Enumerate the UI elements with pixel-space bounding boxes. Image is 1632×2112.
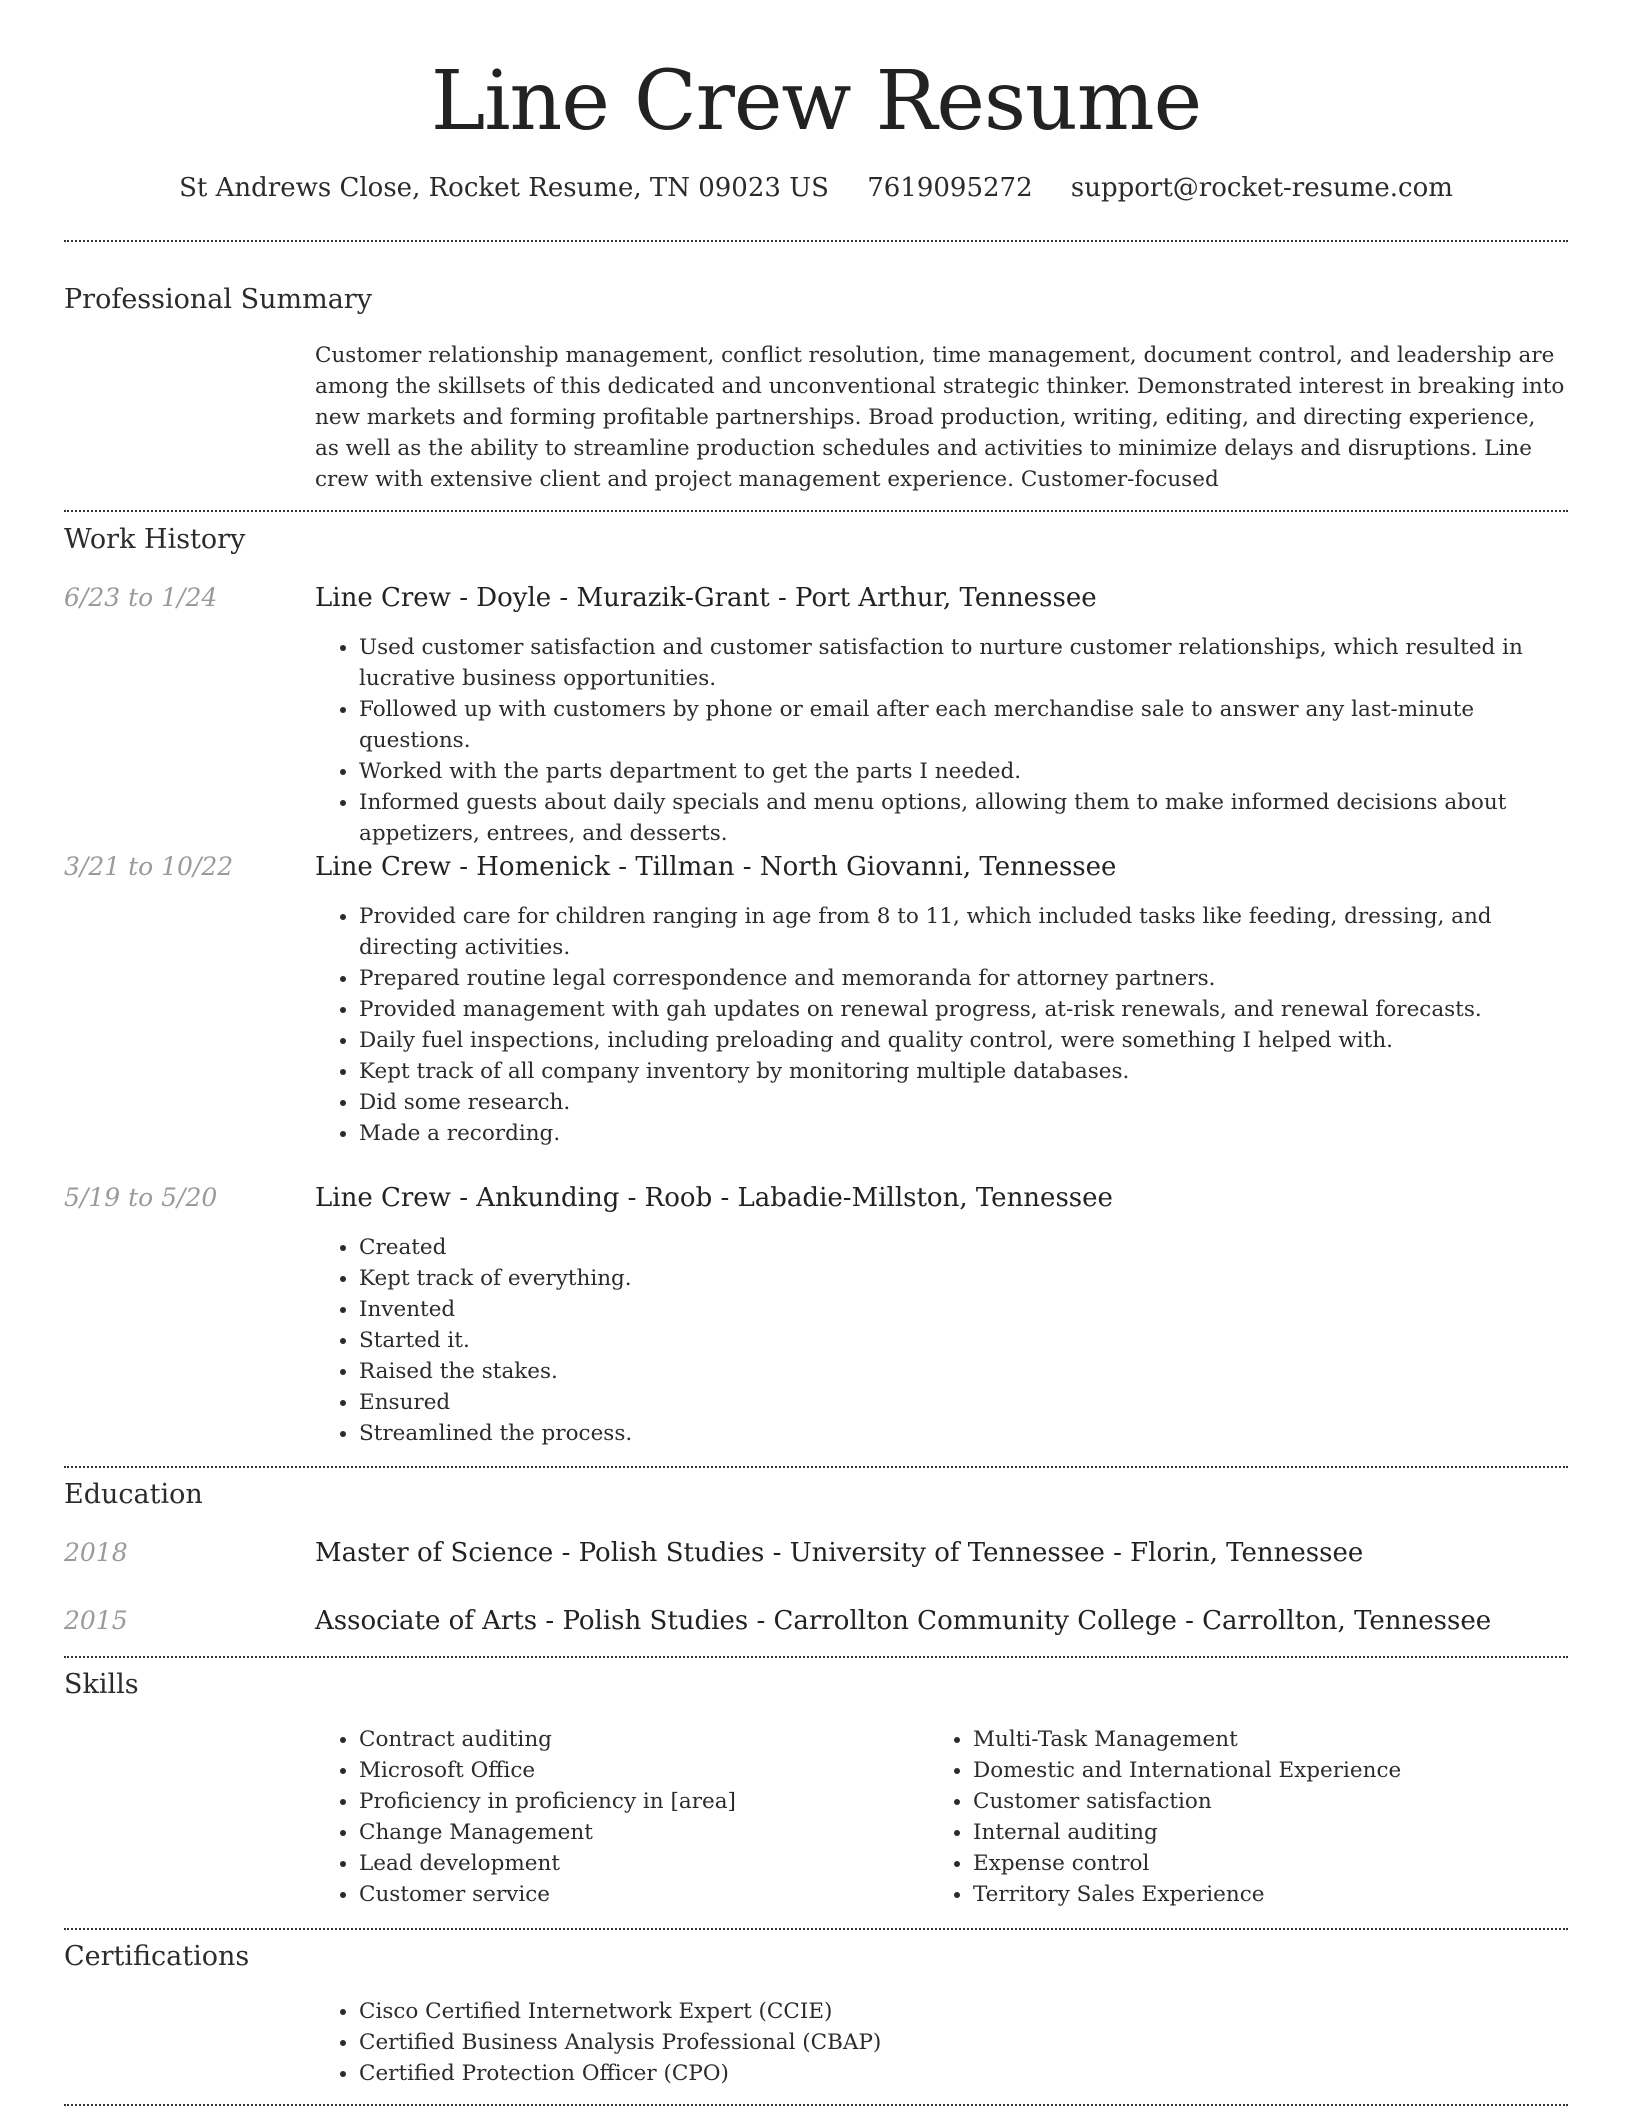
list-item: • Ensured <box>359 1387 1565 1418</box>
contact-info <box>0 170 1632 206</box>
job-bullets <box>315 632 1565 849</box>
job-dates: 3/21 to 10/22 <box>64 852 234 881</box>
list-item: • Proficiency in proficiency in [area] <box>359 1786 875 1817</box>
email: support@rocket-resume.com <box>1070 173 1453 203</box>
certifications-list <box>315 1996 1565 2089</box>
summary-heading: Professional Summary <box>64 284 372 315</box>
job-heading: Line Crew - Homenick - Tillman - North Giovanni, Tennessee <box>315 852 1117 882</box>
list-item: • Expense control <box>973 1848 1489 1879</box>
list-item: • Internal auditing <box>973 1817 1489 1848</box>
education-year: 2018 <box>64 1538 128 1567</box>
list-item: • Made a recording. <box>359 1118 1565 1149</box>
list-item: • Created <box>359 1232 1565 1263</box>
list-item: • Provided management with gah updates on renewal progress, at-risk renewals, and renewal forecasts. <box>359 994 1565 1025</box>
skills-heading: Skills <box>64 1669 139 1700</box>
job-dates: 6/23 to 1/24 <box>64 583 218 612</box>
skills-list-left <box>315 1724 875 1910</box>
divider <box>64 1656 1568 1658</box>
education-heading: Education <box>64 1479 203 1510</box>
list-item: • Invented <box>359 1294 1565 1325</box>
phone: 7619095272 <box>867 173 1033 203</box>
school-location: - University of Tennessee - Florin, Tennessee <box>764 1538 1364 1568</box>
list-item: • Contract auditing <box>359 1724 875 1755</box>
list-item: • Worked with the parts department to get the parts I needed. <box>359 756 1565 787</box>
divider <box>64 1466 1568 1468</box>
list-item: • Followed up with customers by phone or email after each merchandise sale to answer any last-minute questions. <box>359 694 1565 756</box>
job-bullets <box>315 901 1565 1149</box>
list-item: • Kept track of everything. <box>359 1263 1565 1294</box>
education-entry <box>315 1535 1363 1571</box>
job-dates: 5/19 to 5/20 <box>64 1183 218 1212</box>
list-item: • Started it. <box>359 1325 1565 1356</box>
divider <box>64 510 1568 512</box>
list-item: • Multi-Task Management <box>973 1724 1489 1755</box>
work-history-heading: Work History <box>64 524 246 555</box>
resume-title: Line Crew Resume <box>430 54 1202 149</box>
list-item: • Provided care for children ranging in age from 8 to 11, which included tasks like feeding, dressing, and directing activities. <box>359 901 1565 963</box>
list-item: • Used customer satisfaction and customer satisfaction to nurture customer relationships, which resulted in lucrative business opportunities. <box>359 632 1565 694</box>
education-entry <box>315 1603 1491 1639</box>
list-item: • Customer service <box>359 1879 875 1910</box>
list-item: • Prepared routine legal correspondence and memoranda for attorney partners. <box>359 963 1565 994</box>
list-item: • Cisco Certified Internetwork Expert (CCIE) <box>359 1996 1565 2027</box>
address: St Andrews Close, Rocket Resume, TN 09023 US <box>179 173 829 203</box>
summary-text: Customer relationship management, conflict resolution, time management, document control, and leadership are among the skillsets of this dedicated and unconventional strategic thinker. Demonstrated interest in breaking into new markets and forming profitable partnerships. Broad production, writing, editing, and directing experience, as well as the ability to streamline production schedules and activities to minimize delays and disruptions. Line crew with extensive client and project management experience. Customer-focused <box>315 343 1565 492</box>
job-bullets <box>315 1232 1565 1449</box>
degree: Master of Science - Polish Studies <box>315 1538 765 1568</box>
list-item: • Customer satisfaction <box>973 1786 1489 1817</box>
degree: Associate of Arts - Polish Studies <box>315 1606 749 1636</box>
skills-list-right <box>929 1724 1489 1910</box>
divider <box>64 1928 1568 1930</box>
list-item: • Daily fuel inspections, including preloading and quality control, were something I helped with. <box>359 1025 1565 1056</box>
list-item: • Lead development <box>359 1848 875 1879</box>
list-item: • Certified Business Analysis Professional (CBAP) <box>359 2027 1565 2058</box>
list-item: • Change Management <box>359 1817 875 1848</box>
list-item: • Domestic and International Experience <box>973 1755 1489 1786</box>
list-item: • Streamlined the process. <box>359 1418 1565 1449</box>
education-year: 2015 <box>64 1606 128 1635</box>
list-item: • Kept track of all company inventory by monitoring multiple databases. <box>359 1056 1565 1087</box>
job-heading: Line Crew - Ankunding - Roob - Labadie-Millston, Tennessee <box>315 1183 1113 1213</box>
divider <box>64 240 1568 242</box>
school-location: - Carrollton Community College - Carrollton, Tennessee <box>748 1606 1492 1636</box>
list-item: • Territory Sales Experience <box>973 1879 1489 1910</box>
certifications-heading: Certifications <box>64 1941 250 1972</box>
list-item: • Did some research. <box>359 1087 1565 1118</box>
divider <box>64 2104 1568 2106</box>
list-item: • Certified Protection Officer (CPO) <box>359 2058 1565 2089</box>
list-item: • Raised the stakes. <box>359 1356 1565 1387</box>
list-item: • Informed guests about daily specials and menu options, allowing them to make informed decisions about appetizers, entrees, and desserts. <box>359 787 1565 849</box>
job-heading: Line Crew - Doyle - Murazik-Grant - Port Arthur, Tennessee <box>315 583 1097 613</box>
list-item: • Microsoft Office <box>359 1755 875 1786</box>
